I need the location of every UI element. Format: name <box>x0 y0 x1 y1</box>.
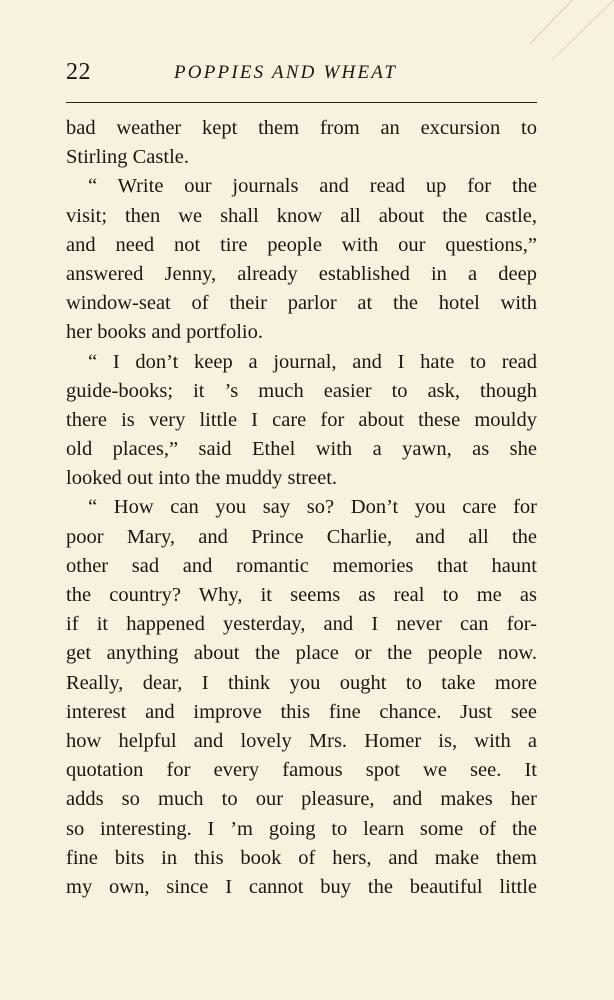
text-line: so interesting. I ’m going to learn some of the <box>66 817 537 840</box>
text-line: “ How can you say so? Don’t you care for <box>88 496 537 519</box>
text-line: get anything about the place or the people now. <box>66 642 537 665</box>
text-line: Really, dear, I think you ought to take more <box>66 671 537 694</box>
text-line: answered Jenny, already established in a deep <box>66 262 537 285</box>
text-line: my own, since I cannot buy the beautiful little <box>66 875 537 898</box>
page-number: 22 <box>66 59 91 85</box>
text-line: her books and portfolio. <box>66 321 263 344</box>
text-line: “ I don’t keep a journal, and I hate to read <box>88 350 537 373</box>
text-line: poor Mary, and Prince Charlie, and all the <box>66 525 537 548</box>
text-line: visit; then we shall know all about the castle, <box>66 204 537 227</box>
text-line: old places,” said Ethel with a yawn, as she <box>66 438 537 461</box>
body-text <box>66 114 537 902</box>
text-line: and need not tire people with our questions,” <box>66 233 537 256</box>
text-line: bad weather kept them from an excursion to <box>66 117 537 139</box>
text-line: there is very little I care for about these mouldy <box>66 408 537 431</box>
header-rule <box>66 102 537 103</box>
text-line: fine bits in this book of hers, and make them <box>66 846 537 869</box>
text-line: adds so much to our pleasure, and makes her <box>66 788 537 811</box>
text-line: guide-books; it ’s much easier to ask, though <box>66 379 537 402</box>
running-title: POPPIES AND WHEAT <box>174 62 398 83</box>
page-header <box>66 56 537 92</box>
text-line: the country? Why, it seems as real to me as <box>66 584 537 606</box>
text-line: looked out into the muddy street. <box>66 467 338 490</box>
text-line: if it happened yesterday, and I never can for- <box>66 613 537 636</box>
text-line: quotation for every famous spot we see. It <box>66 759 537 782</box>
text-line: other sad and romantic memories that haunt <box>66 554 537 577</box>
text-line: Stirling Castle. <box>66 146 189 169</box>
text-line: “ Write our journals and read up for the <box>88 175 537 198</box>
text-line: interest and improve this fine chance. Just see <box>66 700 537 723</box>
text-line: how helpful and lovely Mrs. Homer is, with a <box>66 729 537 752</box>
text-line: window-seat of their parlor at the hotel with <box>66 292 537 315</box>
